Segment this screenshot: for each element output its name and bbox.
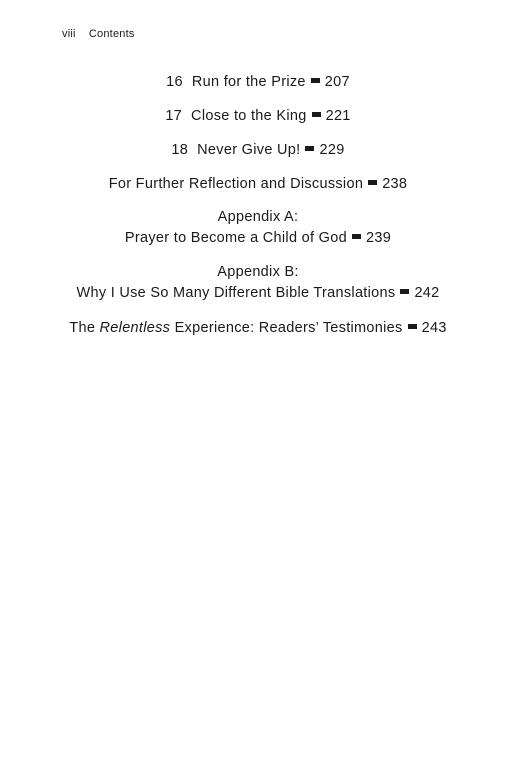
page-reference: 242: [414, 285, 440, 301]
page-separator-mark: [311, 78, 320, 83]
page-separator-mark: [312, 112, 321, 117]
section-title: For Further Reflection and Discussion: [108, 176, 364, 192]
appendix-title-line: [0, 283, 516, 304]
chapter-title: Never Give Up!: [197, 142, 301, 158]
toc-entry-reflection: [0, 173, 516, 195]
page-reference: 207: [324, 74, 350, 90]
chapter-title: Close to the King: [191, 108, 307, 124]
toc-entry-chapter-18: [0, 139, 516, 161]
appendix-title: Why I Use So Many Different Bible Translations: [76, 285, 396, 301]
chapter-number: 18: [171, 142, 189, 158]
running-head-title: Contents: [88, 28, 135, 40]
appendix-title-line: [0, 228, 516, 249]
page-reference: 221: [325, 108, 351, 124]
chapter-number: 17: [165, 108, 183, 124]
page-reference: 238: [382, 176, 408, 192]
page-separator-mark: [400, 289, 409, 294]
page-separator-mark: [305, 146, 314, 151]
page-separator-mark: [408, 324, 417, 329]
appendix-label: Appendix B:: [217, 264, 299, 280]
section-title-rest: Experience: Readers’ Testimonies: [174, 320, 403, 336]
chapter-number: 16: [166, 74, 183, 90]
section-title-prefix: The: [69, 320, 96, 336]
appendix-title: Prayer to Become a Child of God: [124, 230, 347, 246]
section-title-italic: Relentless: [99, 320, 171, 336]
toc-entry-appendix-b: [0, 262, 516, 304]
appendix-label: Appendix A:: [217, 209, 299, 225]
chapter-title: Run for the Prize: [191, 74, 306, 90]
toc-entry-chapter-16: [0, 71, 516, 93]
page-separator-mark: [368, 180, 377, 185]
toc-entry-appendix-a: [0, 207, 516, 249]
toc-entry-testimonies: [0, 317, 516, 339]
toc-entry-chapter-17: [0, 105, 516, 127]
running-head: [62, 28, 135, 40]
page-reference: 229: [319, 142, 345, 158]
page-reference: 239: [365, 230, 392, 246]
page-separator-mark: [352, 234, 361, 239]
page-reference: 243: [421, 320, 447, 336]
page-number: viii: [62, 28, 76, 40]
table-of-contents: [0, 71, 516, 351]
